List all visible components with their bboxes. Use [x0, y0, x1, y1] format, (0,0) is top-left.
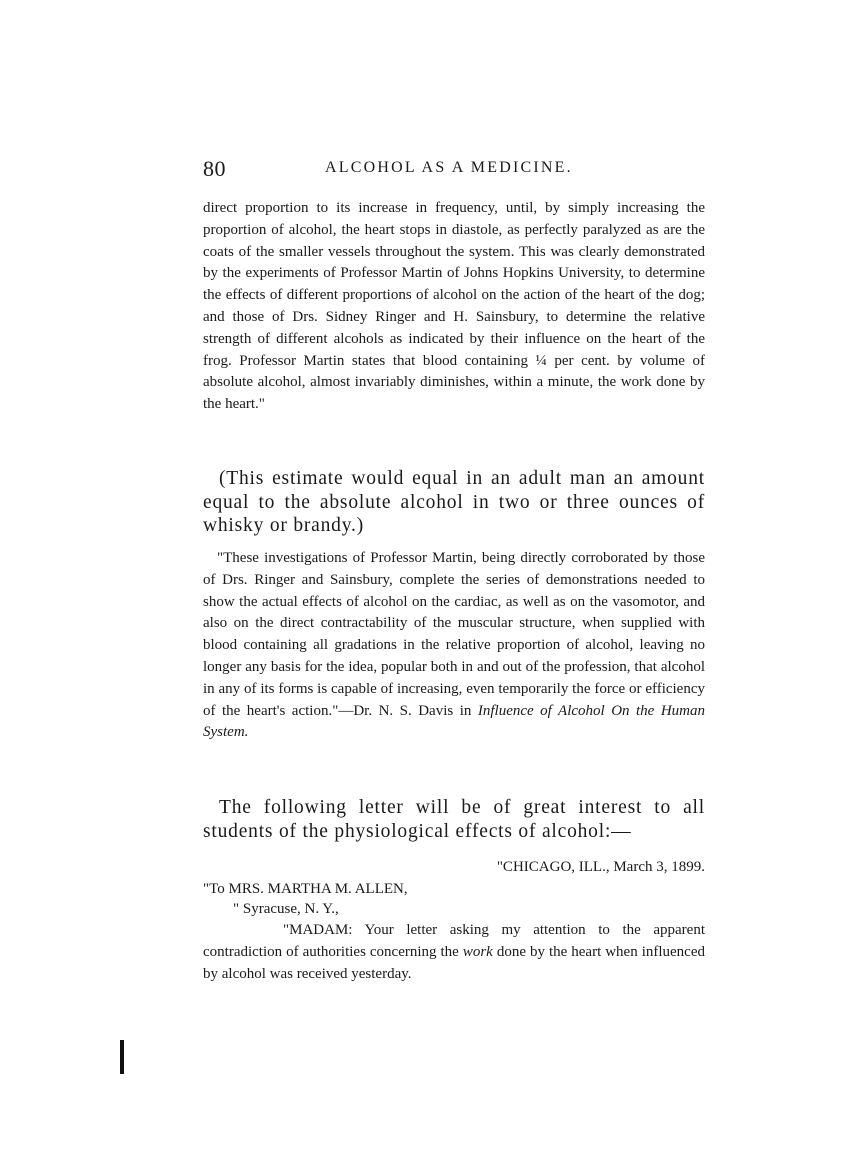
paragraph-2: (This estimate would equal in an adult man an amount equal to the absolute alcohol in two or three ounces of whisky or brandy.): [203, 468, 705, 536]
letter-body: [203, 920, 705, 985]
letter-body-start: "MADAM: Your letter asking my attention to the apparent contradiction of authorities concerning the: [203, 922, 705, 960]
margin-mark: [120, 1040, 124, 1074]
paragraph-4: The following letter will be of great interest to all students of the physiological effects of alcohol:—: [203, 797, 705, 842]
page-number: 80: [203, 156, 226, 181]
letter-body-end: done by the heart when influenced by alcohol was received yesterday.: [203, 943, 705, 982]
letter-address: " Syracuse, N. Y.,: [233, 901, 339, 917]
paragraph-3-text: "These investigations of Professor Martin, being directly corroborated by those of Drs. Ringer and Sainsbury, complete the series of demonstrations needed to show the actual effects of alcohol on the cardiac, as well as on the vasomotor, and also on the direct contractability of the muscular structure, when supplied with blood containing all gradations in the relative proportion of alcohol, leaving no longer any basis for the idea, popular both in and out of the profession, that alcohol in any of its forms is capable of increasing, even temporarily the force or efficiency of the heart's action."—Dr. N. S. Davis in: [203, 550, 705, 719]
letter-emphasis: work: [462, 943, 493, 960]
running-head: ALCOHOL AS A MEDICINE.: [325, 159, 573, 176]
paragraph-3: [203, 548, 705, 744]
letter-date: "CHICAGO, ILL., March 3, 1899.: [496, 859, 705, 875]
paragraph-1: direct proportion to its increase in frequency, until, by simply increasing the proportion of alcohol, the heart stops in diastole, as perfectly paralyzed as are the coats of the smaller vessels throughout the system. This was clearly demonstrated by the experiments of Professor Martin of Johns Hopkins University, to determine the effects of different proportions of alcohol on the action of the heart of the dog; and those of Drs. Sidney Ringer and H. Sainsbury, to determine the relative strength of different alcohols as indicated by their influence on the heart of the frog. Professor Martin states that blood containing ¼ per cent. by volume of absolute alcohol, almost invariably diminishes, within a minute, the work done by the heart.": [203, 200, 705, 413]
letter-recipient: "To MRS. MARTHA M. ALLEN,: [203, 881, 408, 897]
citation-title: Influence of Alcohol On the Human System.: [203, 702, 705, 741]
page-header: [203, 156, 705, 186]
